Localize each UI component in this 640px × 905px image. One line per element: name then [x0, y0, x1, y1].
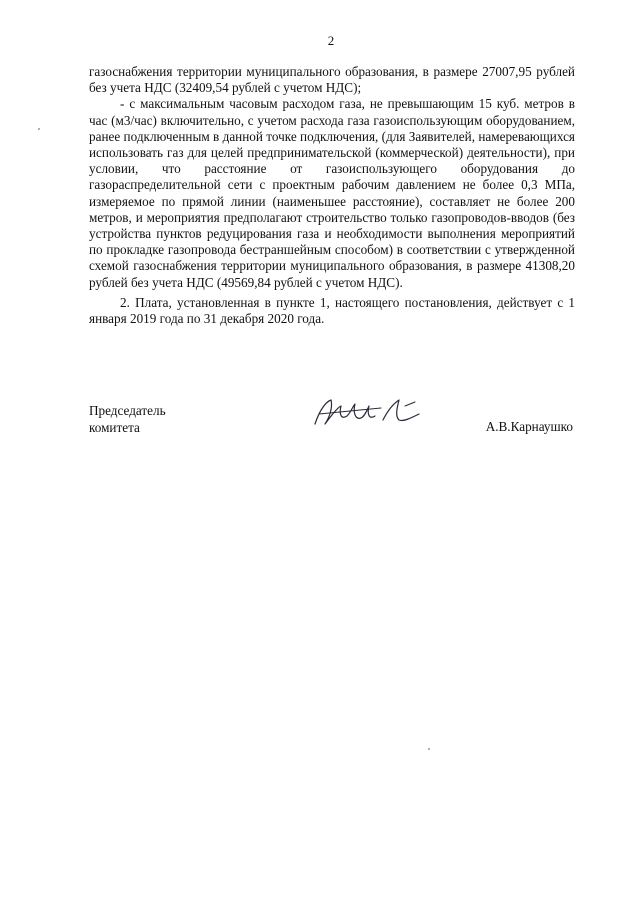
- scan-speck: [38, 128, 40, 130]
- signatory-title-line-2: комитета: [89, 420, 140, 435]
- paragraph-continuation: газоснабжения территории муниципального образования, в размере 27007,95 рублей без учета НДС (32409,54 рублей с учетом НДС);: [89, 64, 575, 96]
- signatory-name: А.В.Карнаушко: [485, 419, 573, 434]
- page-number: 2: [327, 33, 335, 48]
- scan-speck: [428, 748, 430, 750]
- paragraph-bullet-item: - с максимальным часовым расходом газа, не превышающим 15 куб. метров в час (м3/час) включительно, с учетом расхода газа газоиспользующим оборудованием, ранее подключенным в данной точке подключения, (для Заявителей, намеревающихся использовать газ для целей предпринимательской (коммерческой) деятельности), при условии, что расстояние от газоиспользующего оборудования до газораспределительной сети с проектным рабочим давлением не более 0,3 МПа, измеряемое по прямой линии (наименьшее расстояние), составляет не более 200 метров, и мероприятия предполагают строительство только газопроводов-вводов (без устройства пунктов редуцирования газа и необходимости выполнения мероприятий по прокладке газопровода бестраншейным способом) в соответствии с утвержденной схемой газоснабжения территории муниципального образования, в размере 41308,20 рублей без учета НДС (49569,84 рублей с учетом НДС).: [89, 96, 575, 290]
- handwritten-signature: [311, 394, 431, 434]
- paragraph-item-2: 2. Плата, установленная в пункте 1, настоящего постановления, действует с 1 января 2019 года по 31 декабря 2020 года.: [89, 294, 575, 327]
- signature-block: [89, 402, 575, 442]
- signatory-title: [89, 402, 166, 436]
- signatory-title-line-1: Председатель: [89, 403, 166, 418]
- document-body: [89, 64, 575, 327]
